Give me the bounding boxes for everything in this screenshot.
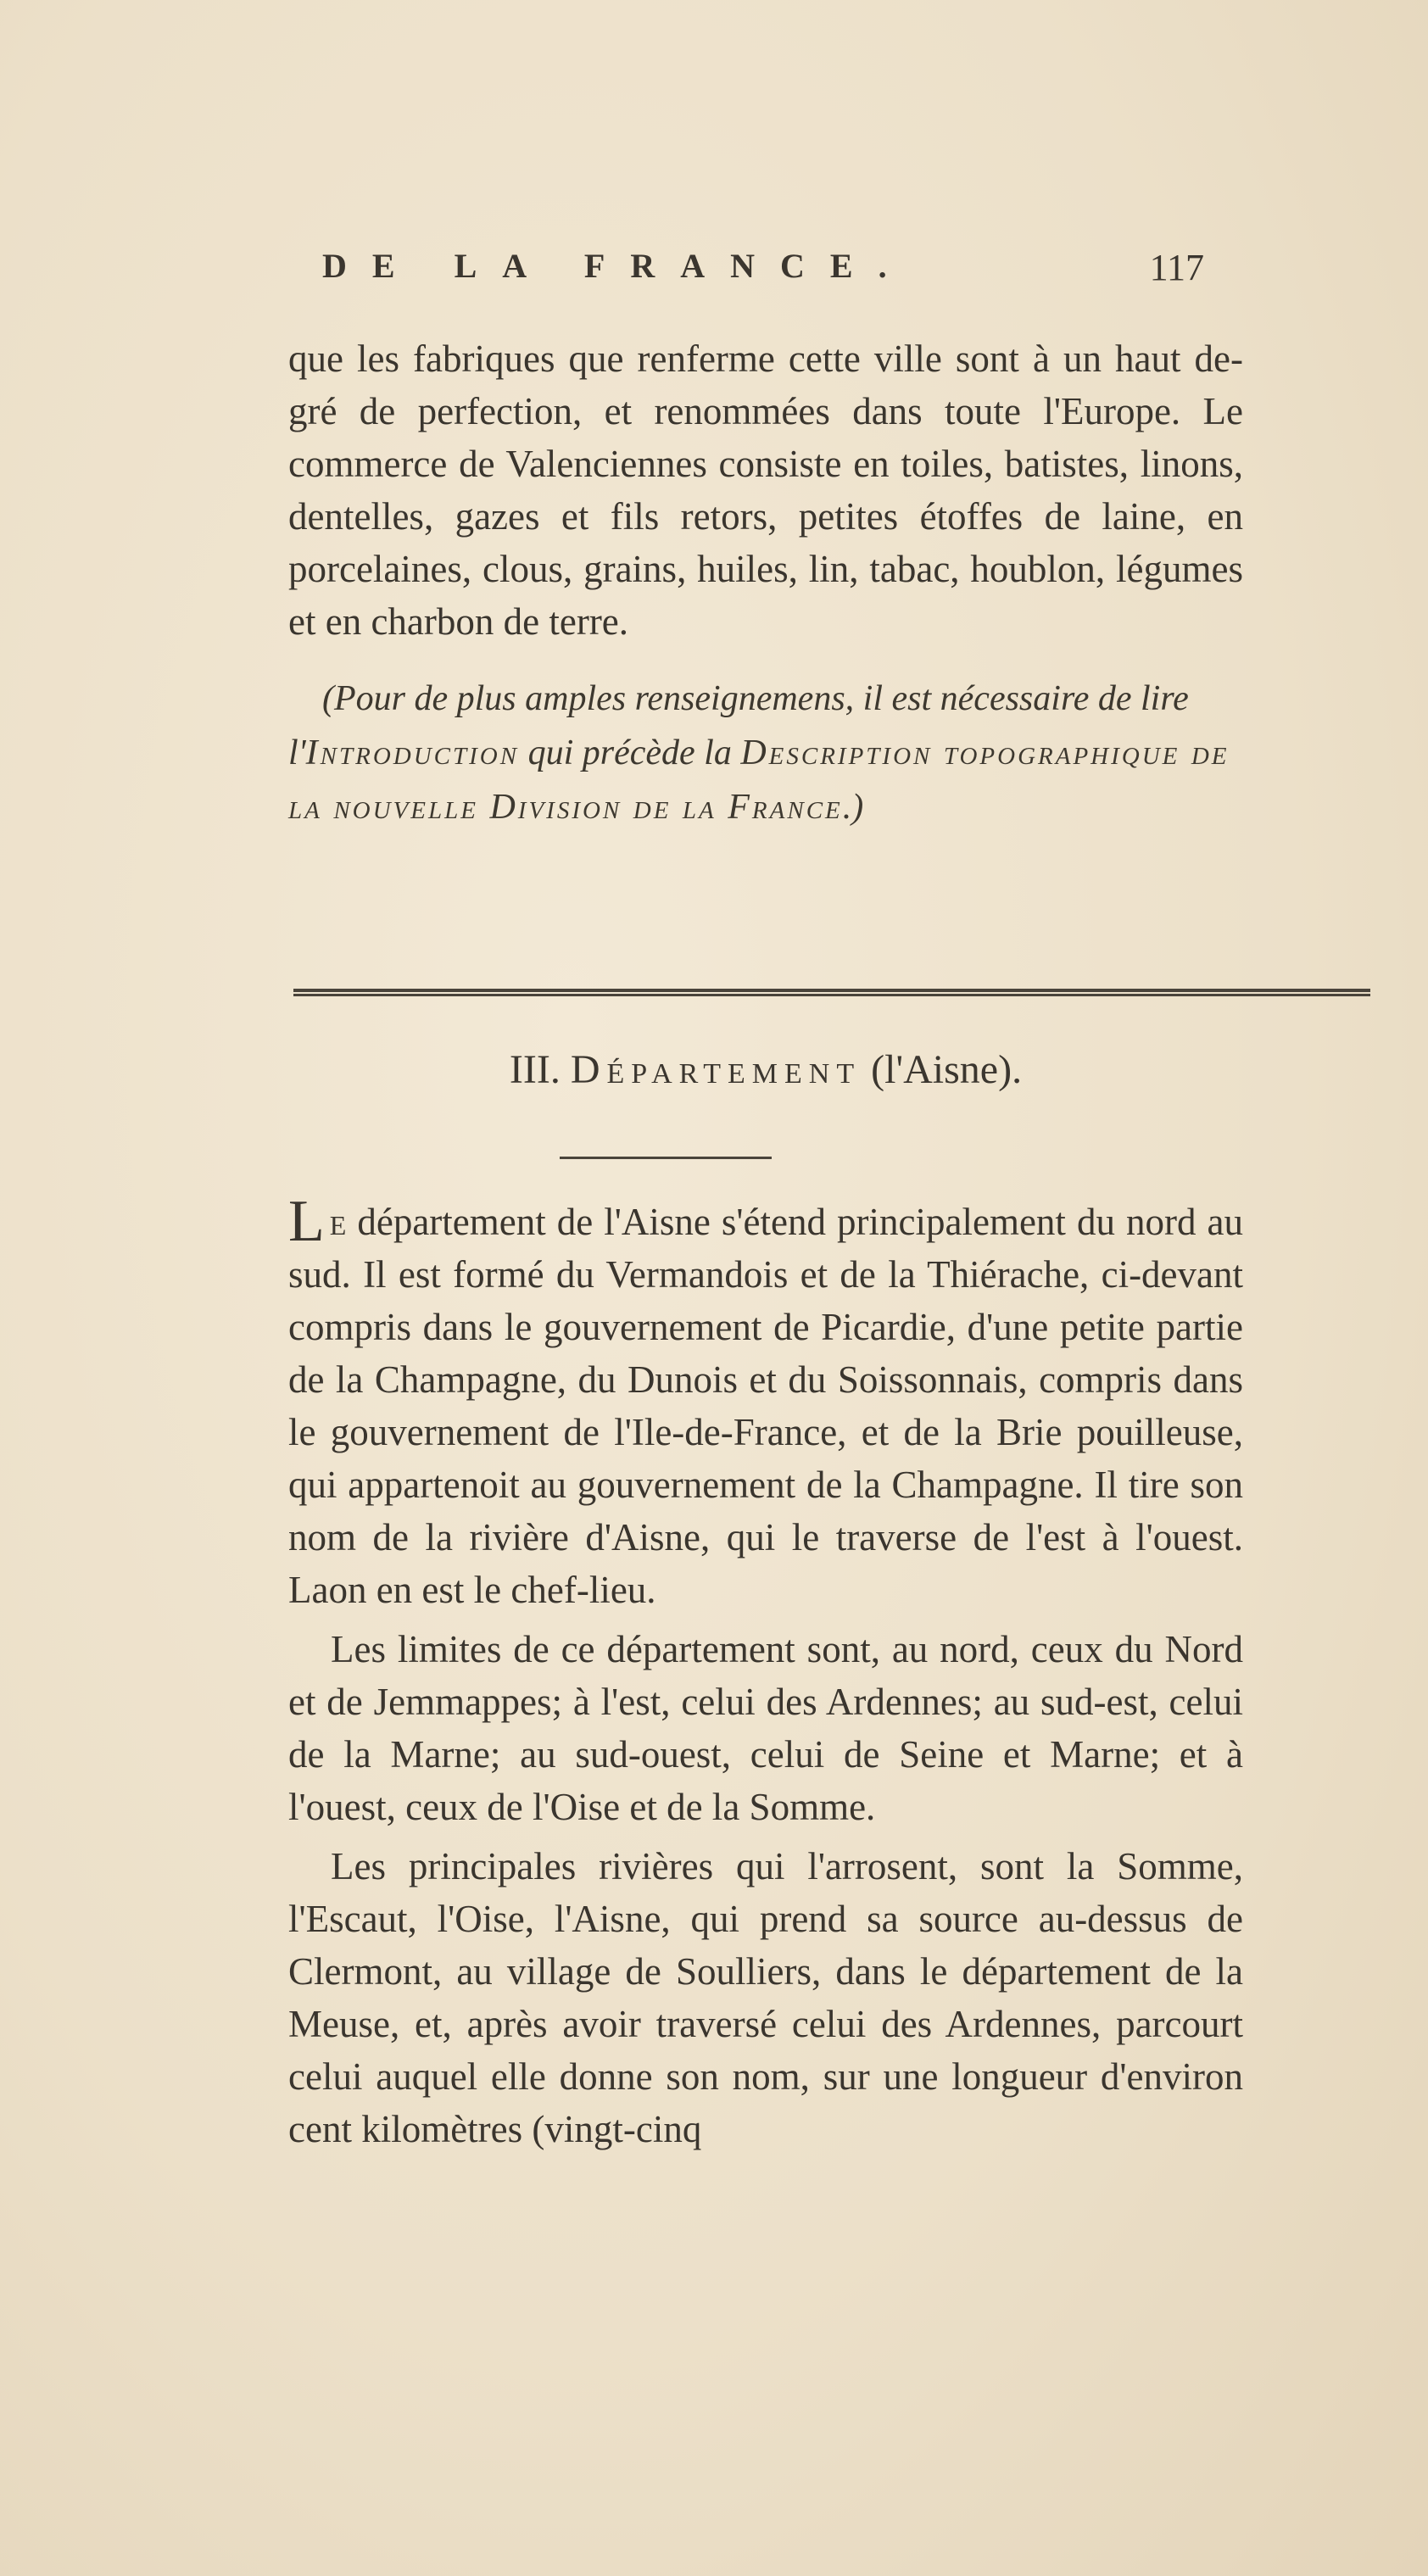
continuation-paragraph-block xyxy=(288,332,1243,648)
paragraph-1-lead: e xyxy=(329,1201,347,1243)
note-open: (Pour de plus amples renseignemens, il est nécessaire de lire l' xyxy=(288,679,1189,772)
section-number: III. xyxy=(509,1047,561,1092)
section-word: Département xyxy=(570,1047,862,1092)
note-description: Description topographique de la nouvelle Division de la France xyxy=(288,733,1230,827)
section-heading xyxy=(288,1046,1243,1093)
note-close: .) xyxy=(842,788,864,827)
paragraph-3: Les principales rivières qui l'arrosent, sont la Somme, l'Escaut, l'Oise, l'Aisne, qui prend sa source au-dessus de Clermont, au village de Soulliers, dans le département de la Meuse, et, après avoir traversé celui des Ardennes, parcourt celui auquel elle donne son nom, sur une longueur d'environ cent kilomètres (vingt-cinq xyxy=(288,1845,1243,2150)
running-head xyxy=(322,246,1204,297)
drop-cap: L xyxy=(288,1189,325,1254)
page-number: 117 xyxy=(1149,247,1204,288)
paragraph-1-text: département de l'Aisne s'étend principalement du nord au sud. Il est formé du Vermandois et de la Thiérache, ci-devant compris dans le gouvernement de Picardie, d'une petite partie de la Champagne, du Dunois et du Soissonnais, compris dans le gouvernement de l'Ile-de-France, et de la Brie pouilleuse, qui appartenoit au gouvernement de la Champagne. Il tire son nom de la rivière d'Aisne, qui le traverse de l'est à l'ouest. Laon en est le chef-lieu. xyxy=(288,1201,1243,1611)
running-head-title: DE LA FRANCE. xyxy=(322,247,912,285)
section-name: (l'Aisne). xyxy=(871,1047,1023,1092)
note-middle: qui précède la xyxy=(519,733,741,772)
continuation-paragraph: que les fabriques que renferme cette ville sont à un haut de-gré de perfection, et renommées dans toute l'Europe. Le commerce de Valenciennes consiste en toiles, batistes, linons, dentelles, gazes et fils retors, petites étoffes de laine, en porcelaines, clous, grains, huiles, lin, tabac, houblon, légumes et en charbon de terre. xyxy=(288,337,1243,643)
heading-underline-rule xyxy=(560,1157,772,1159)
note-introduction: Introduction xyxy=(305,733,520,772)
section-divider-rule xyxy=(293,987,1379,999)
paragraph-1 xyxy=(288,1189,1243,1616)
paragraph-2: Les limites de ce département sont, au nord, ceux du Nord et de Jemmappes; à l'est, celui des Ardennes; au sud-est, celui de la Marne; au sud-ouest, celui de Seine et Marne; et à l'ouest, ceux de l'Oise et de la Somme. xyxy=(288,1628,1243,1828)
section-body xyxy=(288,1189,1243,2155)
editorial-note xyxy=(288,672,1243,834)
